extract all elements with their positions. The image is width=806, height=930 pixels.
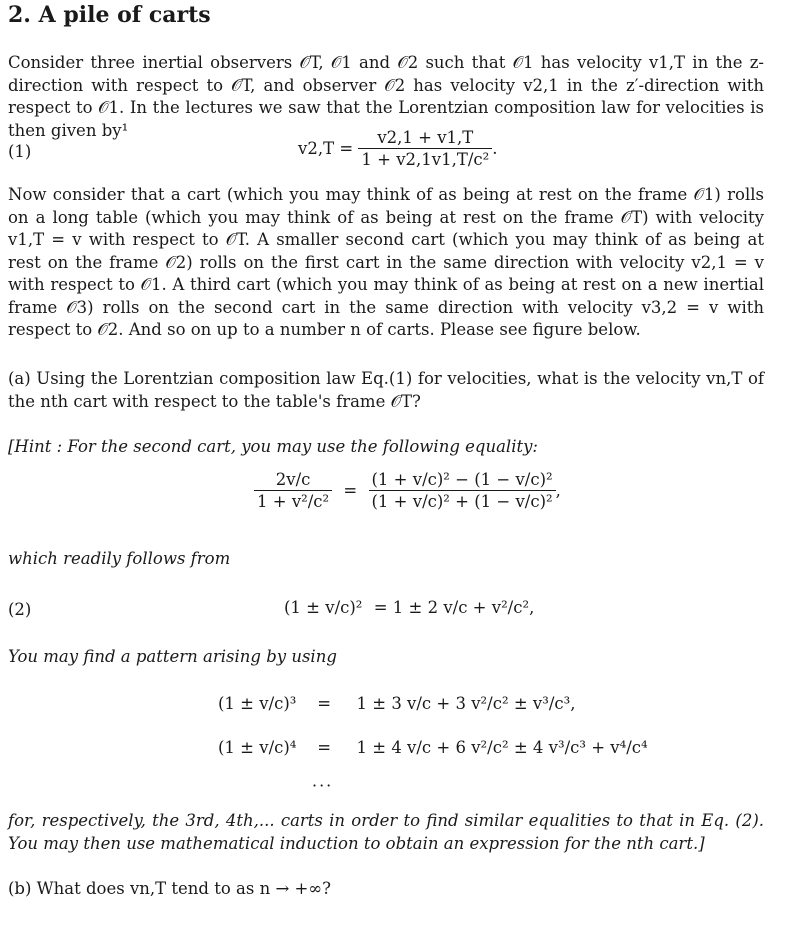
intro-paragraph: Consider three inertial observers 𝒪T, 𝒪1 and 𝒪2 such that 𝒪1 has velocity v1,T in the z-direction with respect to 𝒪T, and observer 𝒪2 has velocity v2,1 in the z′-direction with respect to 𝒪1. In the lectures we saw that the Lorentzian composition law for velocities is then given by¹ bbox=[8, 53, 764, 140]
question-b: (b) What does vn,T tend to as n → +∞? bbox=[8, 879, 331, 898]
hint-rhs-den: (1 + v/c)² + (1 − v/c)² bbox=[371, 492, 553, 511]
pattern-row-eq: = bbox=[317, 694, 332, 713]
eq1-label: (1) bbox=[8, 142, 32, 161]
carts-paragraph: Now consider that a cart (which you may think of as being at rest on the frame 𝒪1) rolls on a long table (which you may think of as being at rest on the frame 𝒪T) with velocity v1,T = v with respect to 𝒪T. A smaller second cart (which you may think of as being at rest on the frame 𝒪2) rolls on the first cart in the same direction with velocity v2,1 = v with respect to 𝒪1. A third cart (which you may think of as being at rest on a new inertial frame 𝒪3) rolls on the second cart in the same direction with velocity v3,2 = v with respect to 𝒪2. And so on up to a number n of carts. Please see figure below. bbox=[8, 185, 764, 339]
hint-lhs-fraction bbox=[254, 470, 332, 511]
closing-hint: for, respectively, the 3rd, 4th,... carts in order to find similar equalities to that in Eq. (2). You may then use mathematical induction to obtain an expression for the nth cart.] bbox=[8, 811, 764, 853]
pattern-row bbox=[218, 738, 648, 757]
eq2-rhs: = 1 ± 2 v/c + v²/c², bbox=[373, 598, 535, 617]
hint-lhs-num: 2v/c bbox=[275, 470, 311, 489]
eq1-fraction bbox=[358, 128, 492, 169]
hint-lhs-den: 1 + v²/c² bbox=[257, 492, 330, 511]
follows-text: which readily follows from bbox=[8, 549, 231, 568]
section-heading: 2. A pile of carts bbox=[8, 2, 211, 28]
eq1-lhs: v2,T = bbox=[298, 139, 354, 158]
pattern-row-rhs: 1 ± 4 v/c + 6 v²/c² ± 4 v³/c³ + v⁴/c⁴ bbox=[356, 738, 648, 757]
pattern-row-eq: = bbox=[317, 738, 332, 757]
pattern-row-lhs: (1 ± v/c)³ bbox=[218, 694, 297, 713]
hint-eq-sign: = bbox=[343, 481, 358, 500]
eq2-lhs: (1 ± v/c)² bbox=[284, 598, 363, 617]
pattern-text: You may find a pattern arising by using bbox=[8, 647, 337, 666]
hint-equation bbox=[254, 470, 561, 511]
hint-intro: [Hint : For the second cart, you may use the following equality: bbox=[8, 437, 538, 456]
hint-eq-trail: , bbox=[555, 481, 561, 500]
pattern-row-rhs: 1 ± 3 v/c + 3 v²/c² ± v³/c³, bbox=[356, 694, 576, 713]
eq2 bbox=[284, 598, 534, 617]
question-a: (a) Using the Lorentzian composition law Eq.(1) for velocities, what is the velocity vn,T of the nth cart with respect to the table's frame 𝒪T? bbox=[8, 369, 764, 411]
eq1-trail: . bbox=[492, 139, 498, 158]
eq1-denominator: 1 + v2,1v1,T/c² bbox=[361, 150, 490, 169]
hint-rhs-num: (1 + v/c)² − (1 − v/c)² bbox=[371, 470, 553, 489]
eq1-numerator: v2,1 + v1,T bbox=[377, 128, 474, 147]
eq2-label: (2) bbox=[8, 600, 32, 619]
pattern-row bbox=[218, 694, 576, 713]
eq1 bbox=[298, 128, 498, 169]
pattern-row-lhs: (1 ± v/c)⁴ bbox=[218, 738, 297, 757]
continuation-dots: ··· bbox=[312, 776, 334, 795]
hint-rhs-fraction bbox=[369, 470, 556, 511]
